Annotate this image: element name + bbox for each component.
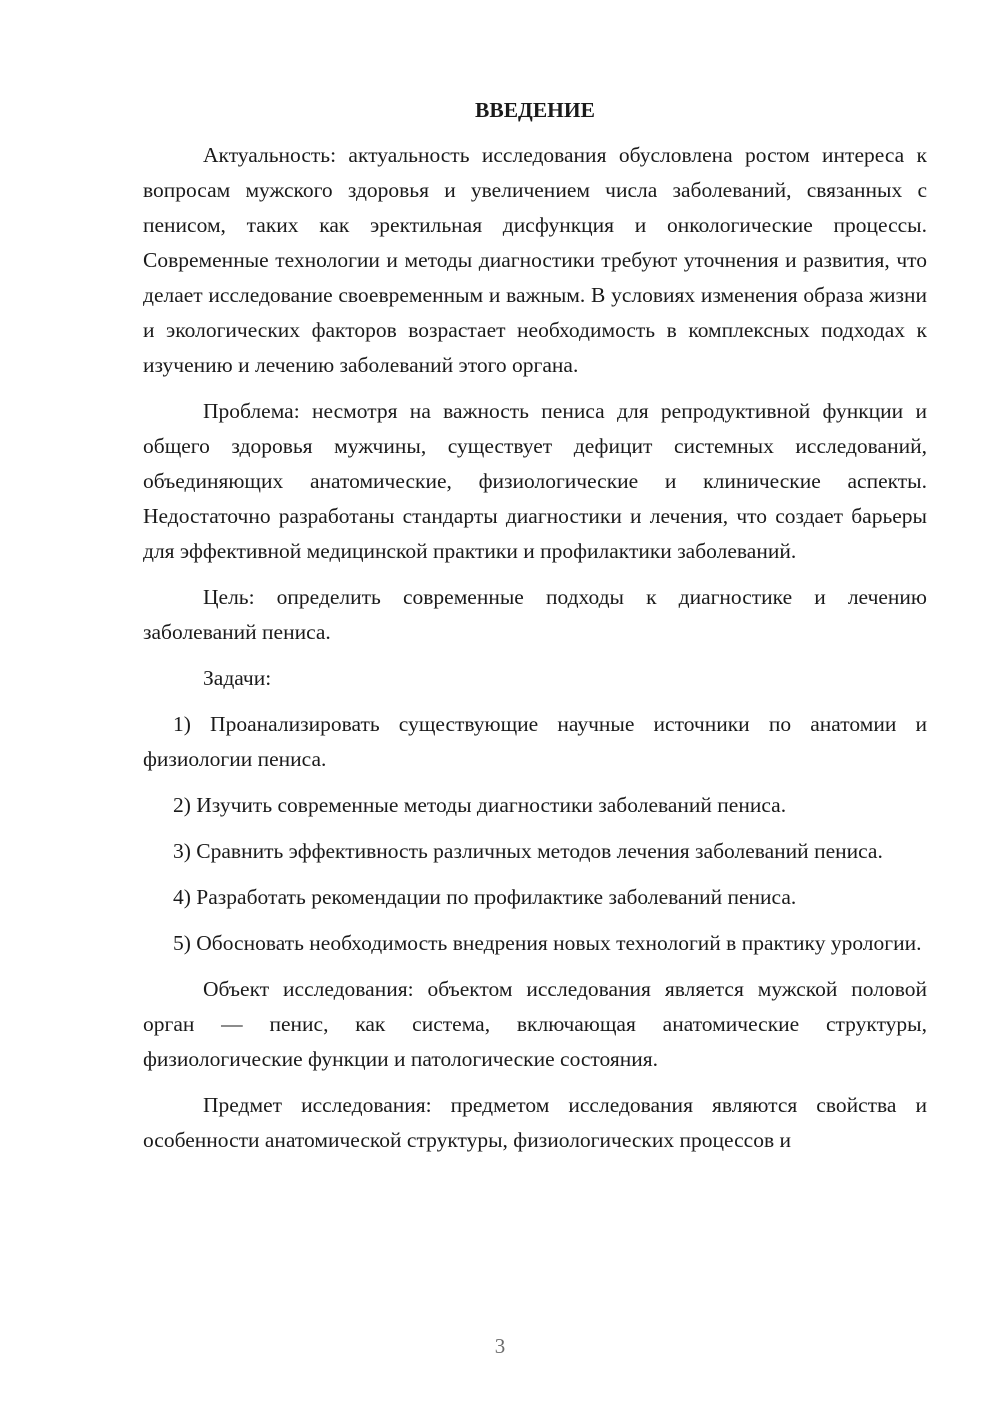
page-content	[143, 96, 927, 1169]
task-item-1: 1) Проанализировать существующие научные источники по анатомии и физиологии пениса.	[143, 712, 927, 771]
tasks-heading: Задачи:	[203, 666, 272, 690]
task-item-5: 5) Обосновать необходимость внедрения новых технологий в практику урологии.	[173, 931, 922, 955]
task-item-3: 3) Сравнить эффективность различных методов лечения заболеваний пениса.	[173, 839, 883, 863]
subject-paragraph: Предмет исследования: предметом исследования являются свойства и особенности анатомической структуры, физиологических процессов и	[143, 1093, 927, 1152]
task-item-2: 2) Изучить современные методы диагностики заболеваний пениса.	[173, 793, 787, 817]
page-number: 3	[494, 1334, 506, 1358]
task-item-4: 4) Разработать рекомендации по профилактике заболеваний пениса.	[173, 885, 797, 909]
goal-paragraph: Цель: определить современные подходы к диагностике и лечению заболеваний пениса.	[143, 585, 927, 644]
relevance-paragraph: Актуальность: актуальность исследования обусловлена ростом интереса к вопросам мужского здоровья и увеличением числа заболеваний, связанных с пенисом, таких как эректильная дисфункция и онкологические процессы. Современные технологии и методы диагностики требуют уточнения и развития, что делает исследование своевременным и важным. В условиях изменения образа жизни и экологических факторов возрастает необходимость в комплексных подходах к изучению и лечению заболеваний этого органа.	[143, 143, 927, 377]
problem-paragraph: Проблема: несмотря на важность пениса для репродуктивной функции и общего здоровья мужчины, существует дефицит системных исследований, объединяющих анатомические, физиологические и клинические аспекты. Недостаточно разработаны стандарты диагностики и лечения, что создает барьеры для эффективной медицинской практики и профилактики заболеваний.	[143, 399, 927, 563]
section-title: ВВЕДЕНИЕ	[475, 98, 595, 122]
object-paragraph: Объект исследования: объектом исследования является мужской половой орган — пенис, как система, включающая анатомические структуры, физиологические функции и патологические состояния.	[143, 977, 927, 1071]
